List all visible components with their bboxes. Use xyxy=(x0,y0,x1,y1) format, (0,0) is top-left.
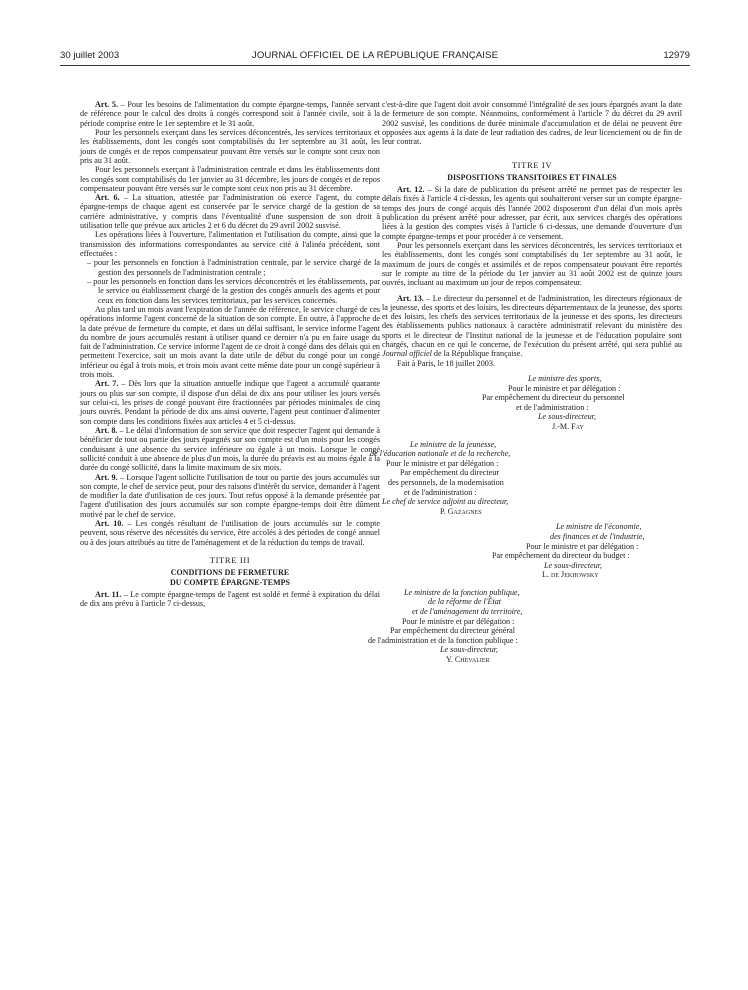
article-9 xyxy=(80,473,380,520)
signature-line: Le ministre de la jeunesse, xyxy=(410,439,497,449)
titre-3-subtitle xyxy=(80,568,380,586)
signature-line: de l'éducation nationale et de la recherche, xyxy=(370,449,511,459)
signature-line: Le ministre de la fonction publique, xyxy=(404,587,520,597)
signatory-name: J.-M. Fay xyxy=(552,421,584,431)
signatory-name: Y. Chevalier xyxy=(446,655,490,665)
signature-line: Pour le ministre et par délégation : xyxy=(508,383,621,393)
signature-block-economie xyxy=(382,522,682,580)
article-text: – Dès lors que la situation annuelle indique que l'agent a accumulé quarante jours ou plus sur son compte, il dispose d'un délai de dix ans pour utiliser les jours versés sur celui-ci, les prises de congé pouvant être fractionnées par périodes minimales de cinq jours ouvrés. Pendant la période de dix ans ainsi ouverte, l'agent peut continuer d'alimenter son compte dans les conditions fixées aux articles 4 et 5 ci-dessus. xyxy=(80,379,381,426)
list-item: – pour les personnels en fonction à l'administration centrale, par le service chargé de la gestion des personnels de l'administration centrale ; xyxy=(80,258,380,277)
article-12 xyxy=(382,185,682,241)
header-page-number: 12979 xyxy=(663,50,690,61)
paragraph: Pour les personnels exerçant dans les services déconcentrés, les services territoriaux et les établissements, dont les congés sont comptabilisés du 1er septembre au 31 août, le maximum de jours de congés et assimilés et de repos compensateur pouvant être reportés sur le compte au titre de la période du 1er janvier au 31 août 2002 est de quinze jours ouvrés, incluant au maximum un jour de repos compensateur. xyxy=(382,240,682,288)
article-label: Art. 5. xyxy=(95,100,118,109)
signature-block-fonction-publique xyxy=(368,587,682,665)
article-label: Art. 7. xyxy=(95,379,119,389)
article-13 xyxy=(382,294,682,359)
header-date: 30 juillet 2003 xyxy=(60,50,120,61)
signature-line: Le sous-directeur, xyxy=(440,645,498,655)
article-label: Art. 10. xyxy=(95,519,124,529)
signature-line: Le chef de service adjoint au directeur, xyxy=(382,497,509,507)
paragraph: Pour les personnels exerçant dans les services déconcentrés, les services territoriaux et les établissements, dont les congés sont comptabilisés du 1er septembre au 31 août, les jours de congés et de repos compensateur pouvant être versés sur le compte sont ceux non pris au 31 août. xyxy=(80,127,380,165)
signature-line: des finances et de l'industrie, xyxy=(550,531,645,541)
article-label: Art. 6. xyxy=(95,193,120,203)
article-text: – Les congés résultant de l'utilisation de jours accumulés sur le compte peuvent, sous réserve des nécessités du service, être accolés à des périodes de congé annuel ou à des jours attribués au titre de l'aménagement et de la réduction du temps de travail. xyxy=(80,519,380,547)
article-text: – Le compte épargne-temps de l'agent est soldé et fermé à expiration du délai de dix ans prévu à l'article 7 ci-dessus, xyxy=(80,589,381,609)
article-10 xyxy=(80,519,380,547)
signature-line: Pour le ministre et par délégation : xyxy=(386,458,499,468)
article-text: – Pour les besoins de l'alimentation du compte épargne-temps, l'année servant de référence pour le calcul des droits à congés correspond soit à l'année civile, soit à la période comprise entre le 1er septembre et le 31 août. xyxy=(80,100,380,128)
left-column xyxy=(80,100,380,608)
article-text: – Lorsque l'agent sollicite l'utilisation de tout ou partie des jours accumulés sur son compte, le chef de service peut, pour des raisons d'intérêt du service, demander à l'agent de modifier la date d'utilisation de ces jours. Tout refus opposé à la demande présentée par l'agent d'utilisation des jours accumulés sur son compte épargne-temps doit être dûment motivé par le chef de service. xyxy=(80,472,380,519)
article-8 xyxy=(80,426,380,473)
article-text: – Si la date de publication du présent arrêté ne permet pas de respecter les délais fixés à l'article 4 ci-dessus, les agents qui souhaiteront verser sur un compte épargne-temps des jours de congé acquis dès l'année 2002 disposeront d'un délai d'un mois après publication du présent arrêté pour adresser, par écrit, aux services chargés des opérations liées à la gestion des comptes visés à l'article 6 ci-dessus, une demande d'ouverture d'un compte épargne-temps et pour procéder à ce versement. xyxy=(382,185,682,241)
signature-line: Pour le ministre et par délégation : xyxy=(402,616,515,626)
signature-line: Par empêchement du directeur du budget : xyxy=(492,551,630,561)
signature-block-jeunesse xyxy=(370,440,682,517)
article-text-end: de la République française. xyxy=(431,349,523,359)
article-label: Art. 8. xyxy=(95,425,118,435)
signature-line: Le ministre des sports, xyxy=(528,374,602,384)
article-label: Art. 13. xyxy=(397,293,424,303)
signature-line: des personnels, de la modernisation xyxy=(388,477,504,487)
signatory-name: P. Gazagnes xyxy=(440,506,482,516)
fait-a-paris: Fait à Paris, le 18 juillet 2003. xyxy=(397,358,495,368)
signature-line: et de l'administration : xyxy=(404,487,477,497)
dash-list xyxy=(80,258,380,305)
signature-line: de la réforme de l'État xyxy=(428,597,502,607)
titre-4-subtitle: DISPOSITIONS TRANSITOIRES ET FINALES xyxy=(447,172,617,182)
signatory-name: L. de Jekhowsky xyxy=(542,570,599,580)
signature-line: Le sous-directeur, xyxy=(544,560,602,570)
article-label: Art. 12. xyxy=(397,185,425,195)
signature-line: Par empêchement du directeur général xyxy=(390,626,515,636)
right-column xyxy=(368,100,682,665)
article-text: – Le délai d'information de son service que doit respecter l'agent qui demande à bénéficier de tout ou partie des jours épargnés sur son compte est d'un mois pour les congés conduisant à une absence du service inférieure ou égale à un mois. Lorsque le congé sollicité conduit à une absence de plus d'un mois, la durée du préavis est au moins égale à la durée du congé sollicité, dans la limite maximum de six mois. xyxy=(80,425,380,473)
signature-line: Par empêchement du directeur du personnel xyxy=(482,393,625,403)
signature-line: Par empêchement du directeur xyxy=(400,468,500,478)
article-7 xyxy=(80,379,380,426)
page-header xyxy=(60,50,690,64)
signature-line: et de l'administration : xyxy=(516,402,589,412)
paragraph: Au plus tard un mois avant l'expiration de l'année de référence, le service chargé de ces opérations informe l'agent concerné de la situation de son compte. En outre, à l'approche de la date prévue de fermeture du compte, et dans un délai suffisant, le service informe l'agent du nombre de jours accumulés restant à utiliser quand ce dernier n'a pu en faire usage du fait de l'administration. Ce service informe l'agent de ce droit à congé dans des délais qui en permettent l'exercice, soit un mois avant la date utile de début du congé pour un congé inférieur ou égal à trois mois, et trois mois avant cette même date pour un congé supérieur à trois mois. xyxy=(80,304,380,380)
signature-line: Pour le ministre et par délégation : xyxy=(526,541,639,551)
subtitle-line: CONDITIONS DE FERMETURE xyxy=(170,568,290,578)
paragraph: Les opérations liées à l'ouverture, l'alimentation et l'utilisation du compte, ainsi que la transmission des informations correspondantes au service cité à l'alinéa précédent, sont effectuées : xyxy=(80,230,380,258)
titre-3-heading: TITRE III xyxy=(209,555,251,565)
signature-line: Le sous-directeur, xyxy=(538,412,596,422)
header-rule xyxy=(60,65,690,66)
article-6 xyxy=(80,193,380,230)
article-11-continued: c'est-à-dire que l'agent doit avoir consommé l'intégralité de ses jours épargnés avant la date de fermeture de son compte. Néanmoins, conformément à l'article 7 du décret du 29 avril 2002 susvisé, les conditions de durée minimale d'accumulation et de délai ne peuvent être opposées aux agents à la date de leur radiation des cadres, de leur licenciement ou de fin de leur contrat. xyxy=(382,100,682,147)
titre-4-heading: TITRE IV xyxy=(511,159,553,170)
header-journal-title: JOURNAL OFFICIEL DE LA RÉPUBLIQUE FRANÇAISE xyxy=(251,50,499,61)
subtitle-line: DU COMPTE ÉPARGNE-TEMPS xyxy=(169,577,291,587)
signature-line: de l'administration et de la fonction publique : xyxy=(368,635,518,645)
article-text: – Le directeur du personnel et de l'administration, les directeurs régionaux de la jeunesse, des sports et des loisirs, les directeurs départementaux de la jeunesse, des sports et des loisirs, les chefs des services territoriaux de la jeunesse et des sports, les directeurs des établissements publics nationaux à caractère administratif relevant du ministère des sports et le directeur de l'Institut national de la jeunesse et de l'éducation populaire sont chargés, chacun en ce qui le concerne, de l'exécution du présent arrêté, qui sera publié au xyxy=(382,293,682,350)
article-text: – La situation, attestée par l'administration où exerce l'agent, du compte épargne-temps de chaque agent est conservée par le service chargé de la gestion de sa carrière administrative, y compris dans l'éventualité d'une suspension de son droit à utilisation telle que prévue aux articles 2 et 6 du décret du 29 avril 2002 susvisé. xyxy=(80,193,380,231)
article-11 xyxy=(80,590,380,609)
paragraph: Pour les personnels exerçant à l'administration centrale et dans les établissements dont les congés sont comptabilisés du 1er janvier au 31 décembre, les jours de congés et de repos compensateur pouvant être versés sur le compte sont ceux non pris au 31 décembre. xyxy=(80,165,380,193)
journal-officiel-ref: Journal officiel xyxy=(382,349,432,359)
article-5 xyxy=(80,100,380,128)
article-label: Art. 9. xyxy=(95,472,118,482)
article-label: Art. 11. xyxy=(95,589,122,599)
signature-block-sports xyxy=(382,374,682,432)
signature-line: Le ministre de l'économie, xyxy=(556,522,642,532)
signature-line: et de l'aménagement du territoire, xyxy=(412,607,523,617)
list-item: – pour les personnels en fonction dans les services déconcentrés et les établissements, par le service ou établissement chargé de la gestion des congés annuels des agents et pour ceux en fonction dans les services territoriaux, par les services concernés. xyxy=(80,277,380,305)
